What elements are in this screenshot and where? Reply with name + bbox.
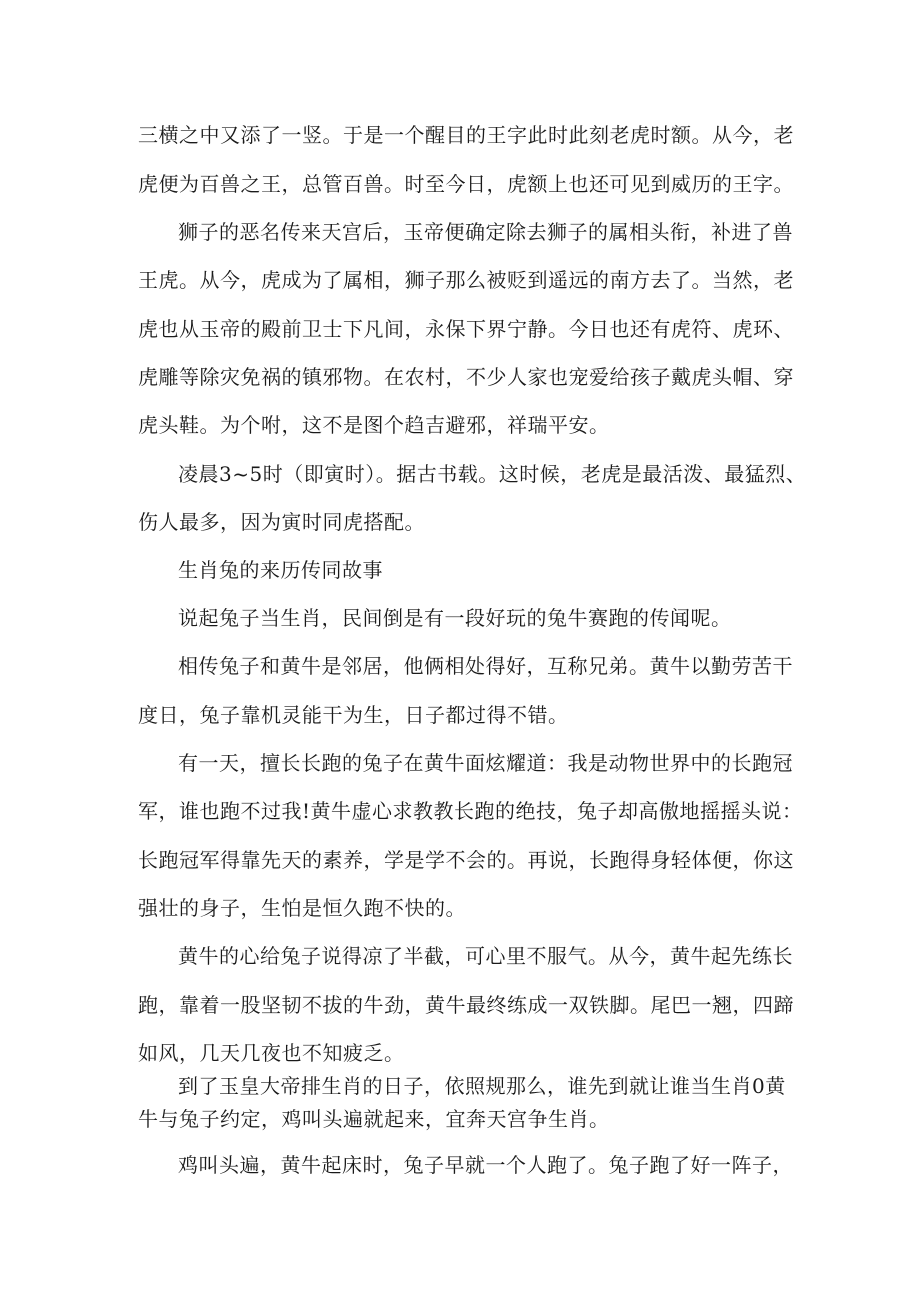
- text-line-20: 如风，几天几夜也不知疲乏。: [138, 1041, 405, 1065]
- text-line-11: 说起兔子当生肖，民间倒是有一段好玩的兔牛赛跑的传闻呢。: [178, 606, 732, 630]
- text-line-8: 凌晨3~5时（即寅时）。据古书载。这时候，老虎是最活泼、最猛烈、: [178, 462, 807, 486]
- text-line-19: 跑，靠着一股坚韧不拔的牛劲，黄牛最终练成一双铁脚。尾巴一翘，四蹄: [138, 993, 794, 1017]
- text-line-6: 虎雕等除灾免祸的镇邪物。在农村，不少人家也宠爱给孩子戴虎头帽、穿: [138, 365, 794, 389]
- text-line-5: 虎也从玉帝的殿前卫士下凡间，永保下界宁静。今日也还有虎符、虎环、: [138, 317, 794, 341]
- text-line-18: 黄牛的心给兔子说得凉了半截，可心里不服气。从今，黄牛起先练长: [178, 944, 793, 968]
- text-line-9: 伤人最多，因为寅时同虎搭配。: [138, 510, 425, 534]
- text-line-14: 有一天，擅长长跑的兔子在黄牛面炫耀道：我是动物世界中的长跑冠: [178, 751, 793, 775]
- text-line-12: 相传兔子和黄牛是邻居，他俩相处得好，互称兄弟。黄牛以勤劳苦干: [178, 654, 793, 678]
- text-line-1: 三横之中又添了一竖。于是一个醒目的王字此时此刻老虎时额。从今，老: [138, 123, 794, 147]
- text-line-13: 度日，兔子靠机灵能干为生，日子都过得不错。: [138, 703, 569, 727]
- text-line-4: 王虎。从今，虎成为了属相，狮子那么被贬到遥远的南方去了。当然，老: [138, 268, 794, 292]
- text-line-17: 强壮的身子，生怕是恒久跑不快的。: [138, 896, 466, 920]
- text-line-15: 军，谁也跑不过我!黄牛虚心求教教长跑的绝技，兔子却高傲地摇摇头说：: [138, 799, 803, 823]
- text-line-7: 虎头鞋。为个咐，这不是图个趋吉避邪，祥瑞平安。: [138, 413, 610, 437]
- text-line-2: 虎便为百兽之王，总管百兽。时至今日，虎额上也还可见到威历的王字。: [138, 172, 794, 196]
- text-line-3: 狮子的恶名传来天宫后，玉帝便确定除去狮子的属相头衔，补进了兽: [178, 220, 793, 244]
- text-line-23: 鸡叫头遍，黄牛起床时，兔子早就一个人跑了。兔子跑了好一阵子，: [178, 1153, 793, 1177]
- text-line-22: 牛与兔子约定，鸡叫头遍就起来，宜奔天宫争生肖。: [138, 1107, 610, 1131]
- text-line-21: 到了玉皇大帝排生肖的日子，依照规那么，谁先到就让谁当生肖0黄: [178, 1074, 786, 1098]
- text-line-16: 长跑冠军得靠先天的素养，学是学不会的。再说，长跑得身轻体便，你这: [138, 848, 794, 872]
- section-heading: 生肖兔的来历传同故事: [178, 558, 383, 582]
